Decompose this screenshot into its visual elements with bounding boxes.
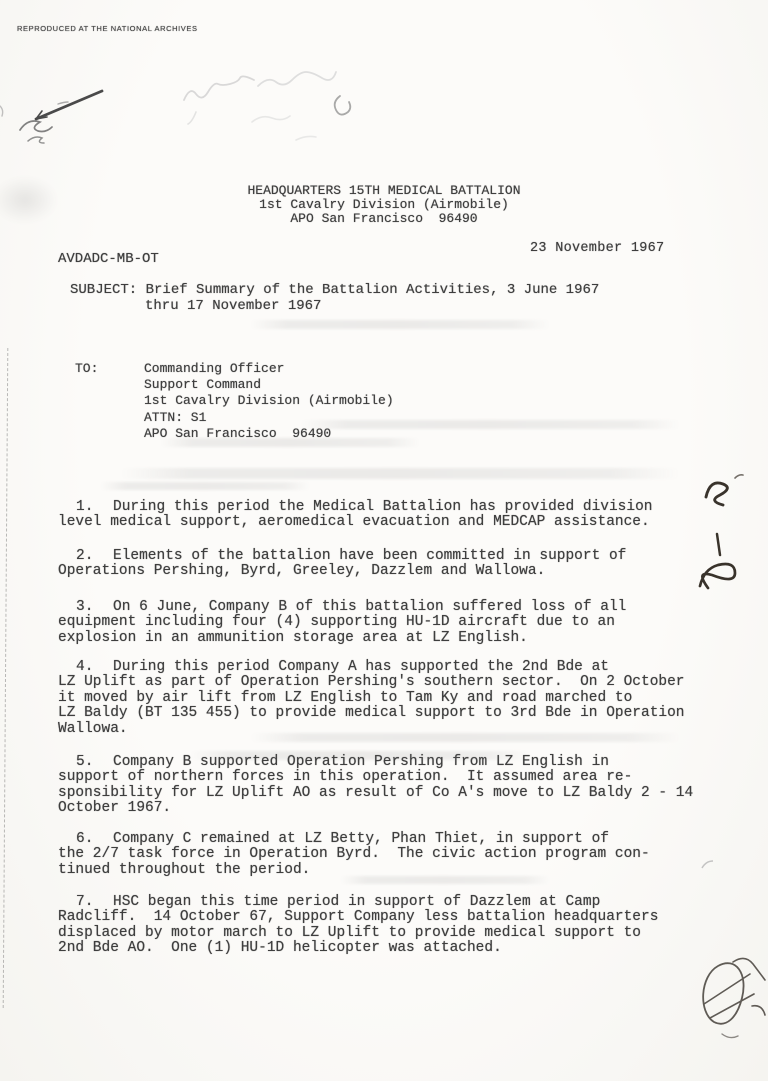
- subject-line-continued: thru 17 November 1967: [145, 298, 322, 314]
- paragraph-line: LZ Uplift as part of Operation Pershing's southern sector. On 2 October: [58, 674, 685, 691]
- paragraph-7: [58, 895, 726, 957]
- recipient-line: 1st Cavalry Division (Airmobile): [144, 393, 394, 409]
- letterhead-address: APO San Francisco 96490: [290, 210, 478, 226]
- ghost-text-smudge: [100, 482, 310, 490]
- ghost-text-smudge: [120, 468, 680, 479]
- paragraph-line: On 6 June, Company B of this battalion suffered loss of all: [113, 599, 627, 615]
- pencil-arrow-mark: [0, 91, 102, 143]
- recipient-line: Support Command: [144, 377, 262, 393]
- paragraph-3: [58, 600, 726, 646]
- recipient-line: Commanding Officer: [144, 361, 285, 376]
- ghost-text-smudge: [300, 420, 680, 429]
- document-date: 23 November 1967: [530, 241, 665, 256]
- paragraph-line: level medical support, aeromedical evacuation and MEDCAP assistance.: [58, 514, 650, 531]
- paragraph-line: displaced by motor march to LZ Uplift to provide medical support to: [58, 924, 641, 941]
- paragraph-line: During this period the Medical Battalion has provided division: [113, 499, 653, 515]
- paragraph-line: tinued throughout the period.: [58, 861, 311, 878]
- paragraph-line: LZ Baldy (BT 135 455) to provide medical support to 3rd Bde in Operation: [58, 705, 685, 722]
- ghost-text-smudge: [250, 733, 680, 742]
- paragraph-line: equipment including four (4) supporting HU-1D aircraft due to an: [58, 614, 615, 631]
- paragraph-1: [58, 500, 726, 531]
- paragraph-number: 7.: [76, 894, 94, 910]
- paragraph-line: support of northern forces in this operation. It assumed area re-: [58, 769, 633, 786]
- letterhead-division: 1st Cavalry Division (Airmobile): [259, 196, 509, 212]
- scan-smudge: [0, 176, 58, 224]
- paragraph-number: 6.: [76, 831, 94, 847]
- ghost-text-smudge: [160, 438, 420, 447]
- paragraph-line: October 1967.: [58, 800, 172, 817]
- paragraph-line: explosion in an ammunition storage area at LZ English.: [58, 629, 528, 646]
- subject-line: SUBJECT: Brief Summary of the Battalion Activities, 3 June 1967: [70, 282, 600, 298]
- recipient-line: APO San Francisco 96490: [144, 425, 332, 441]
- paragraph-line: During this period Company A has supported the 2nd Bde at: [113, 659, 609, 675]
- paragraph-line: sponsibility for LZ Uplift AO as result of Co A's move to LZ Baldy 2 - 14: [58, 784, 694, 801]
- paragraph-5: [58, 755, 726, 817]
- paragraph-number: 3.: [76, 599, 94, 615]
- paragraph-4: [58, 660, 726, 737]
- paragraph-line: HSC began this time period in support of Dazzlem at Camp: [113, 894, 601, 910]
- paragraph-line: the 2/7 task force in Operation Byrd. The civic action program con-: [58, 846, 650, 863]
- paragraph-2: [58, 549, 726, 580]
- paragraph-number: 5.: [76, 754, 94, 770]
- ghost-text-smudge: [340, 876, 550, 884]
- letterhead-org: HEADQUARTERS 15TH MEDICAL BATTALION: [247, 183, 521, 198]
- paragraph-line: Radcliff. 14 October 67, Support Company less battalion headquarters: [58, 909, 659, 926]
- archive-stamp: REPRODUCED AT THE NATIONAL ARCHIVES: [17, 24, 198, 33]
- office-symbol: AVDADC-MB-OT: [58, 251, 159, 267]
- faint-handwriting-mark: [184, 72, 350, 140]
- paragraph-line: Company C remained at LZ Betty, Phan Thiet, in support of: [113, 831, 609, 847]
- letterhead: [0, 184, 768, 225]
- paragraph-line: Elements of the battalion have been committed in support of: [113, 548, 627, 564]
- ghost-text-smudge: [190, 751, 530, 760]
- recipient-line: ATTN: S1: [144, 409, 207, 425]
- paragraph-line: Operations Pershing, Byrd, Greeley, Dazzlem and Wallowa.: [58, 563, 546, 580]
- scan-fold-line: [3, 348, 9, 1008]
- recipient-address: [144, 361, 394, 442]
- paragraph-line: it moved by air lift from LZ English to Tam Ky and road marched to: [58, 689, 633, 706]
- paragraph-6: [58, 832, 726, 878]
- paragraph-line: Company B supported Operation Pershing from LZ English in: [113, 754, 609, 770]
- paragraph-line: 2nd Bde AO. One (1) HU-1D helicopter was attached.: [58, 940, 502, 957]
- paragraph-line: Wallowa.: [58, 720, 128, 737]
- paragraph-number: 4.: [76, 659, 94, 675]
- to-label: TO:: [75, 361, 99, 376]
- ghost-text-smudge: [250, 320, 550, 329]
- subject-block: [70, 282, 599, 314]
- paragraph-number: 1.: [76, 499, 94, 515]
- paragraph-number: 2.: [76, 548, 94, 564]
- ink-doodle-mark: [703, 958, 765, 1037]
